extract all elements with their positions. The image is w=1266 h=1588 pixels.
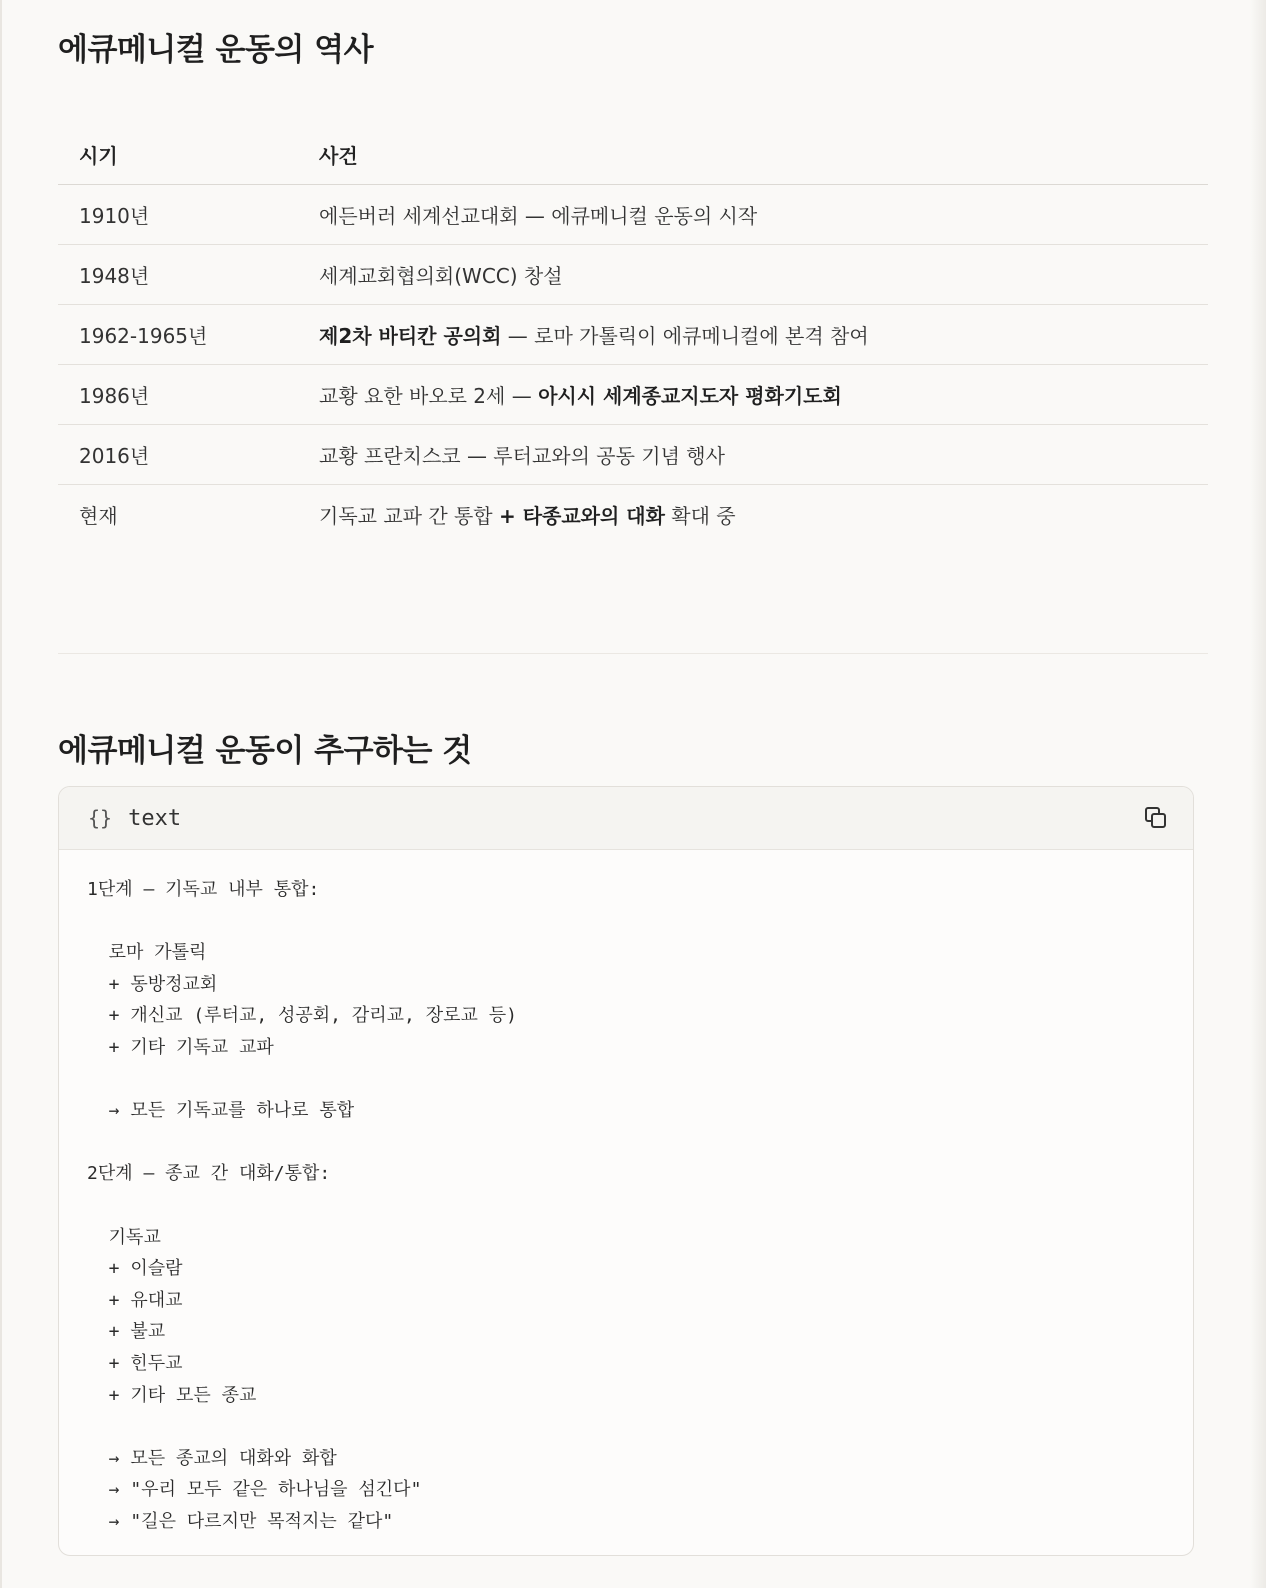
table-row	[58, 185, 1208, 245]
event-text: 교황 요한 바오로 2세 —	[319, 384, 539, 408]
cell-period: 1962-1965년	[58, 305, 298, 365]
code-content: 1단계 — 기독교 내부 통합: 로마 가톨릭 + 동방정교회 + 개신교 (루터교, 성공회, 감리교, 장로교 등) + 기타 기독교 교파 → 모든 기독교를 하나로 통합 2단계 — 종교 간 대화/통합: 기독교 + 이슬람 + 유대교 + 불교 + 힌두교 + 기타 모든 종교 → 모든 종교의 대화와 화합 → "우리 모두 같은 하나님을 섬긴다" → "길은 다르지만 목적지는 같다"	[87, 879, 517, 1532]
cell-event	[298, 305, 1208, 365]
event-text-bold: 아시시 세계종교지도자 평화기도회	[538, 384, 842, 408]
cell-period: 2016년	[58, 425, 298, 485]
cell-event	[298, 365, 1208, 425]
cell-period: 1948년	[58, 245, 298, 305]
section-heading-goals: 에큐메니컬 운동이 추구하는 것	[58, 733, 472, 769]
table-row	[58, 425, 1208, 485]
scroll-shadow	[1250, 0, 1266, 1588]
table-body	[58, 185, 1208, 545]
history-table	[58, 124, 1208, 544]
cell-period: 현재	[79, 504, 118, 528]
event-text: 기독교 교파 간 통합	[319, 504, 499, 528]
event-text-bold: 제2차 바티칸 공의회	[319, 324, 502, 348]
table-header-row	[58, 124, 1208, 185]
code-braces-icon: {}	[88, 806, 113, 830]
event-text: 교황 프란치스코 — 루터교와의 공동 기념 행사	[319, 444, 725, 468]
cell-event	[298, 425, 1208, 485]
code-language-label: text	[128, 805, 182, 831]
cell-event	[298, 245, 1208, 305]
copy-button[interactable]	[1143, 805, 1169, 831]
event-text: 세계교회협의회(WCC) 창설	[319, 264, 563, 288]
column-header-period: 시기	[58, 124, 298, 185]
code-block	[58, 786, 1194, 1556]
cell-period: 1986년	[58, 365, 298, 425]
cell-period: 1910년	[58, 185, 298, 245]
page-left-edge	[0, 0, 2, 1588]
event-text: 확대 중	[664, 504, 736, 528]
event-text-bold: + 타종교와의 대화	[499, 504, 665, 528]
cell-event	[298, 485, 1208, 545]
code-block-header	[59, 787, 1193, 850]
event-text: 에든버러 세계선교대회 — 에큐메니컬 운동의 시작	[319, 204, 758, 228]
copy-icon	[1143, 805, 1169, 831]
table-row	[58, 305, 1208, 365]
section-heading-history: 에큐메니컬 운동의 역사	[58, 32, 374, 68]
table-row	[58, 365, 1208, 425]
table-row	[58, 245, 1208, 305]
section-divider	[58, 653, 1208, 654]
event-text: — 로마 가톨릭이 에큐메니컬에 본격 참여	[501, 324, 869, 348]
cell-event	[298, 185, 1208, 245]
table-row	[58, 485, 1208, 545]
column-header-event: 사건	[298, 124, 1208, 185]
